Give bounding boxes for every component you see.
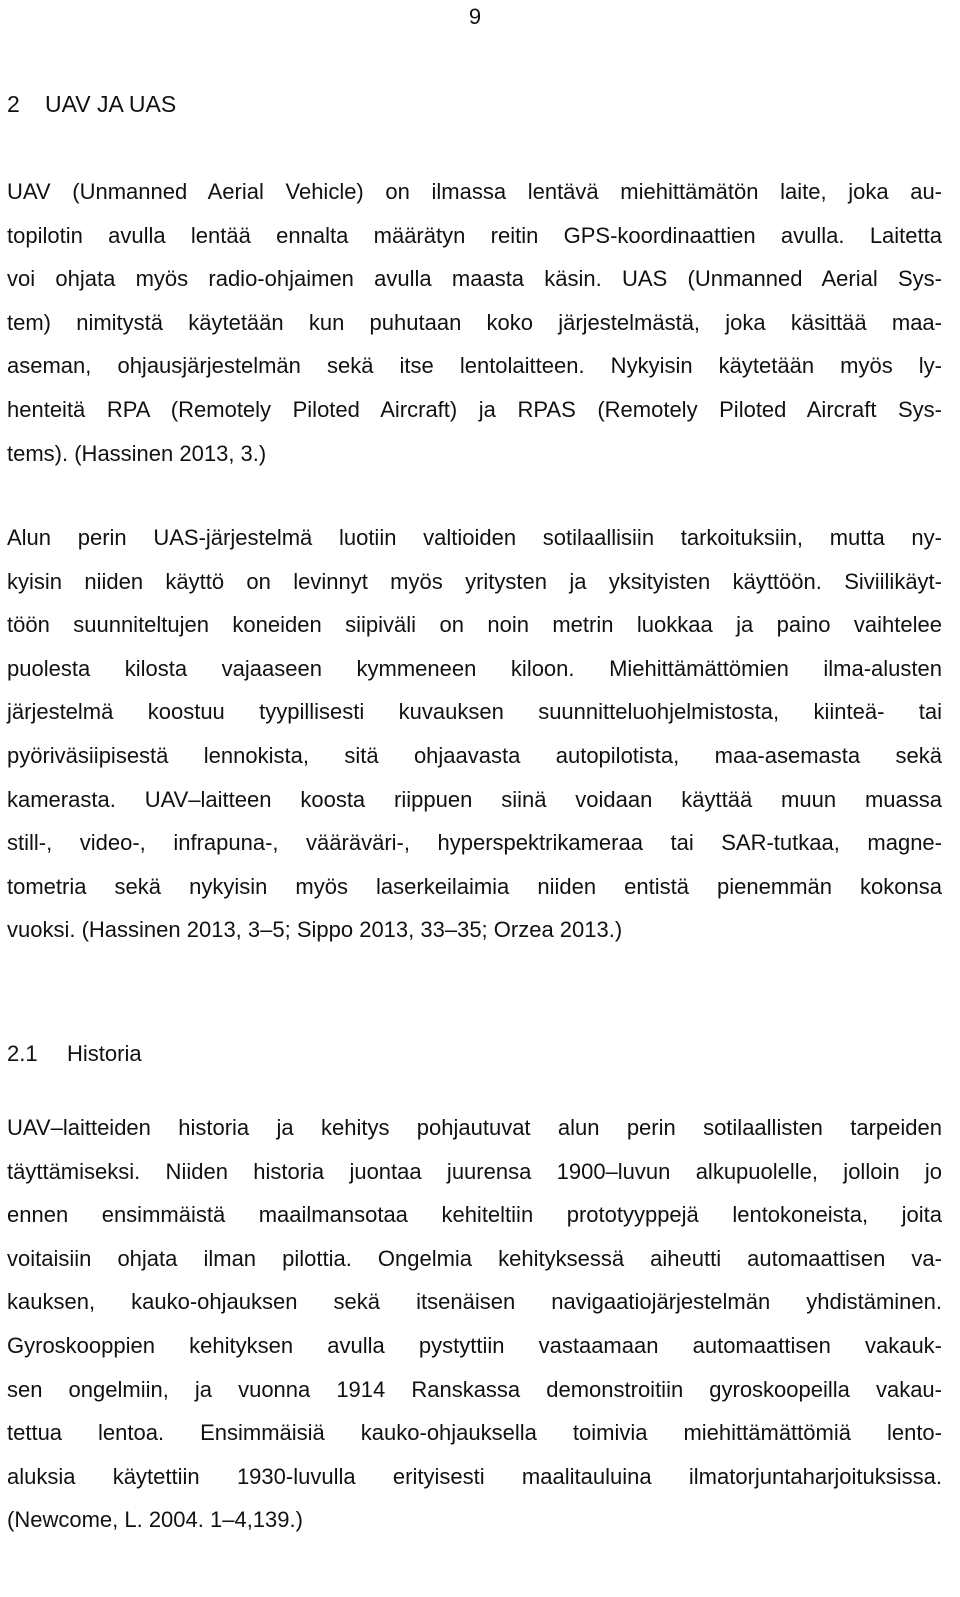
text-line: kauksen, kauko-ohjauksen sekä itsenäisen navigaatiojärjestelmän yhdistäminen. [7, 1289, 942, 1315]
text-line: pyöriväsiipisestä lennokista, sitä ohjaavasta autopilotista, maa-asemasta sekä [7, 742, 942, 768]
text-line: kamerasta. UAV–laitteen koosta riippuen siinä voidaan käyttää muun muassa [7, 786, 942, 812]
text-line: topilotin avulla lentää ennalta määrätyn reitin GPS-koordinaattien avulla. Laitetta [7, 222, 942, 248]
section-title: UAV JA UAS [45, 91, 177, 117]
text-line: järjestelmä koostuu tyypillisesti kuvauksen suunnitteluohjelmistosta, kiinteä- tai [7, 699, 942, 725]
text-line: tems). (Hassinen 2013, 3.) [7, 440, 267, 466]
paragraph-uav-definition [7, 170, 942, 475]
text-line: sen ongelmiin, ja vuonna 1914 Ranskassa demonstroitiin gyroskoopeilla vakau- [7, 1376, 942, 1402]
text-line: täyttämiseksi. Niiden historia juontaa juurensa 1900–luvun alkupuolelle, jolloin jo [7, 1158, 942, 1184]
text-line: henteitä RPA (Remotely Piloted Aircraft) ja RPAS (Remotely Piloted Aircraft Sys- [7, 396, 942, 422]
paragraph-uas-usage [7, 516, 942, 952]
text-line: tometria sekä nykyisin myös laserkeilaimia niiden entistä pienemmän kokonsa [7, 873, 942, 899]
text-line: kyisin niiden käyttö on levinnyt myös yritysten ja yksityisten käyttöön. Siviilikäyt- [7, 568, 942, 594]
section-number: 2 [7, 91, 20, 117]
text-line: tettua lentoa. Ensimmäisiä kauko-ohjauksella toimivia miehittämättömiä lento- [7, 1420, 942, 1446]
text-line: vuoksi. (Hassinen 2013, 3–5; Sippo 2013, 33–35; Orzea 2013.) [7, 917, 623, 943]
text-line: puolesta kilosta vajaaseen kymmeneen kiloon. Miehittämättömien ilma-alusten [7, 655, 942, 681]
text-line: UAV–laitteiden historia ja kehitys pohjautuvat alun perin sotilaallisten tarpeiden [7, 1115, 942, 1140]
text-line: aluksia käytettiin 1930-luvulla erityisesti maalitauluina ilmatorjuntaharjoituksissa. [7, 1463, 942, 1489]
section-heading [7, 88, 176, 120]
text-line: UAV (Unmanned Aerial Vehicle) on ilmassa lentävä miehittämätön laite, joka au- [7, 179, 942, 204]
text-line: voitaisiin ohjata ilman pilottia. Ongelmia kehityksessä aiheutti automaattisen va- [7, 1245, 942, 1271]
subsection-number: 2.1 [7, 1041, 38, 1066]
text-line: still-, video-, infrapuna-, vääräväri-, hyperspektrikameraa tai SAR-tutkaa, magne- [7, 830, 942, 856]
text-line: ennen ensimmäistä maailmansotaa kehiteltiin prototyyppejä lentokoneista, joita [7, 1202, 942, 1228]
subsection-title: Historia [67, 1041, 142, 1066]
text-line: tem) nimitystä käytetään kun puhutaan koko järjestelmästä, joka käsittää maa- [7, 309, 942, 335]
text-line: (Newcome, L. 2004. 1–4,139.) [7, 1507, 303, 1533]
paragraph-history [7, 1106, 942, 1542]
text-line: Gyroskooppien kehityksen avulla pystyttiin vastaamaan automaattisen vakauk- [7, 1332, 942, 1358]
text-line: Alun perin UAS-järjestelmä luotiin valtioiden sotilaallisiin tarkoituksiin, mutta ny- [7, 525, 942, 550]
text-line: töön suunniteltujen koneiden siipiväli on noin metrin luokkaa ja paino vaihtelee [7, 612, 942, 638]
text-line: voi ohjata myös radio-ohjaimen avulla maasta käsin. UAS (Unmanned Aerial Sys- [7, 266, 942, 292]
page-number: 9 [468, 4, 482, 29]
subsection-heading [7, 1038, 142, 1070]
text-line: aseman, ohjausjärjestelmän sekä itse lentolaitteen. Nykyisin käytetään myös ly- [7, 353, 942, 379]
